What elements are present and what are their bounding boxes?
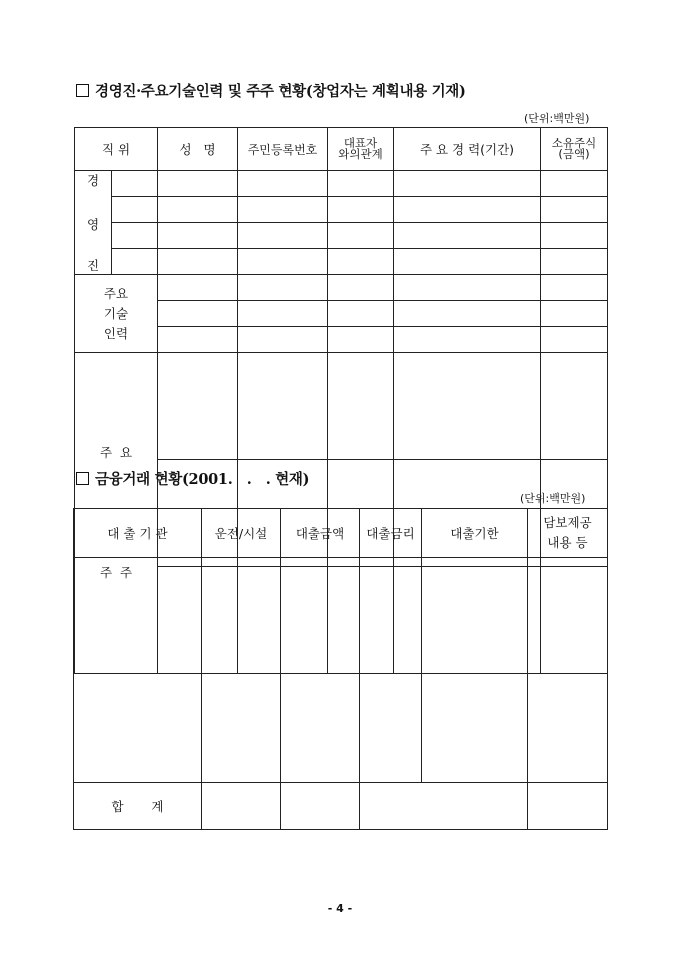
table-cell[interactable] [541, 223, 608, 249]
header-collateral [528, 509, 608, 558]
header-amount: 대출금액 [281, 509, 360, 558]
header-rate: 대출금리 [360, 509, 422, 558]
table-cell[interactable] [158, 171, 238, 197]
tech-line3: 인력 [103, 325, 129, 341]
table-cell[interactable] [202, 783, 281, 830]
header-name: 성 명 [158, 128, 238, 171]
table-cell[interactable] [328, 301, 394, 327]
header-use: 운전/시설 [202, 509, 281, 558]
total-label: 합 계 [74, 783, 202, 830]
table-cell[interactable] [394, 353, 541, 460]
financial-table [73, 508, 608, 830]
shareholders-line1: 주 요 [99, 445, 133, 460]
header-shares [541, 128, 608, 171]
table-cell[interactable] [394, 197, 541, 223]
table-cell[interactable] [394, 327, 541, 353]
management-char2: 영 [86, 217, 100, 232]
header-shares-line2: (금액) [558, 147, 590, 161]
table-row [75, 353, 608, 460]
group-management [75, 171, 112, 275]
page-number: - 4 - [327, 902, 353, 915]
table-cell[interactable] [238, 327, 328, 353]
table-header-row [75, 128, 608, 171]
header-institution: 대 출 기 관 [74, 509, 202, 558]
table-cell[interactable] [394, 275, 541, 301]
table-cell[interactable] [158, 249, 238, 275]
table-cell[interactable] [328, 171, 394, 197]
header-relation [328, 128, 394, 171]
table-cell[interactable] [238, 301, 328, 327]
table-cell[interactable] [541, 327, 608, 353]
table-cell[interactable] [112, 171, 158, 197]
header-relation-line2: 와의관계 [338, 147, 383, 161]
table-cell[interactable] [328, 275, 394, 301]
header-shares-line1: 소유주식 [551, 136, 597, 150]
table-cell[interactable] [328, 353, 394, 460]
table-cell[interactable] [541, 171, 608, 197]
management-char1: 경 [86, 173, 100, 188]
table-cell[interactable] [394, 171, 541, 197]
table-cell[interactable] [528, 783, 608, 830]
table-cell[interactable] [541, 353, 608, 460]
table-cell[interactable] [238, 223, 328, 249]
table-cell[interactable] [541, 275, 608, 301]
checkbox-square-icon [76, 84, 89, 97]
management-char3: 진 [86, 258, 100, 273]
section1-title: 경영진·주요기술인력 및 주주 현황(창업자는 계획내용 기재) [76, 80, 466, 101]
shareholders-line2: 주 주 [99, 565, 133, 580]
table-cell[interactable] [541, 197, 608, 223]
table-cell[interactable] [112, 223, 158, 249]
table-total-row [74, 783, 608, 830]
table-cell[interactable] [158, 327, 238, 353]
table-cell[interactable] [328, 327, 394, 353]
table-cell[interactable] [281, 558, 360, 783]
table-cell[interactable] [360, 783, 528, 830]
table-cell[interactable] [238, 197, 328, 223]
table-cell[interactable] [158, 353, 238, 460]
table-cell[interactable] [158, 223, 238, 249]
table-cell[interactable] [158, 275, 238, 301]
tech-line2: 기술 [103, 305, 129, 321]
table-cell[interactable] [422, 558, 528, 783]
header-collateral-line1: 담보제공 [543, 515, 592, 530]
table-row [75, 171, 608, 197]
table-cell[interactable] [328, 249, 394, 275]
section2-title: 금융거래 현황(2001. . . 현재) [76, 468, 309, 489]
table-row [75, 197, 608, 223]
header-position: 직 위 [75, 128, 158, 171]
header-relation-line1: 대표자 [343, 136, 378, 150]
table-cell[interactable] [158, 197, 238, 223]
header-term: 대출기한 [422, 509, 528, 558]
table-row [75, 223, 608, 249]
table-cell[interactable] [328, 223, 394, 249]
table-cell[interactable] [238, 249, 328, 275]
table-cell[interactable] [74, 558, 202, 783]
table-row [75, 275, 608, 301]
table-cell[interactable] [238, 353, 328, 460]
table-cell[interactable] [541, 249, 608, 275]
section1-unit: (단위:백만원) [524, 112, 590, 125]
table-cell[interactable] [158, 301, 238, 327]
table-cell[interactable] [112, 249, 158, 275]
table-header-row [74, 509, 608, 558]
table-row [74, 558, 608, 783]
table-cell[interactable] [528, 558, 608, 783]
header-resident-no: 주민등록번호 [238, 128, 328, 171]
group-tech-staff [75, 275, 158, 353]
table-cell[interactable] [328, 197, 394, 223]
tech-line1: 주요 [103, 285, 129, 301]
table-cell[interactable] [394, 301, 541, 327]
section2-unit: (단위:백만원) [520, 492, 586, 505]
header-career: 주 요 경 력(기간) [394, 128, 541, 171]
table-cell[interactable] [238, 171, 328, 197]
table-row [75, 249, 608, 275]
table-cell[interactable] [281, 783, 360, 830]
table-cell[interactable] [112, 197, 158, 223]
table-cell[interactable] [541, 301, 608, 327]
header-collateral-line2: 내용 등 [547, 535, 588, 550]
table-cell[interactable] [360, 558, 422, 783]
table-cell[interactable] [394, 223, 541, 249]
table-cell[interactable] [238, 275, 328, 301]
table-cell[interactable] [394, 249, 541, 275]
checkbox-square-icon [76, 472, 89, 485]
table-cell[interactable] [202, 558, 281, 783]
